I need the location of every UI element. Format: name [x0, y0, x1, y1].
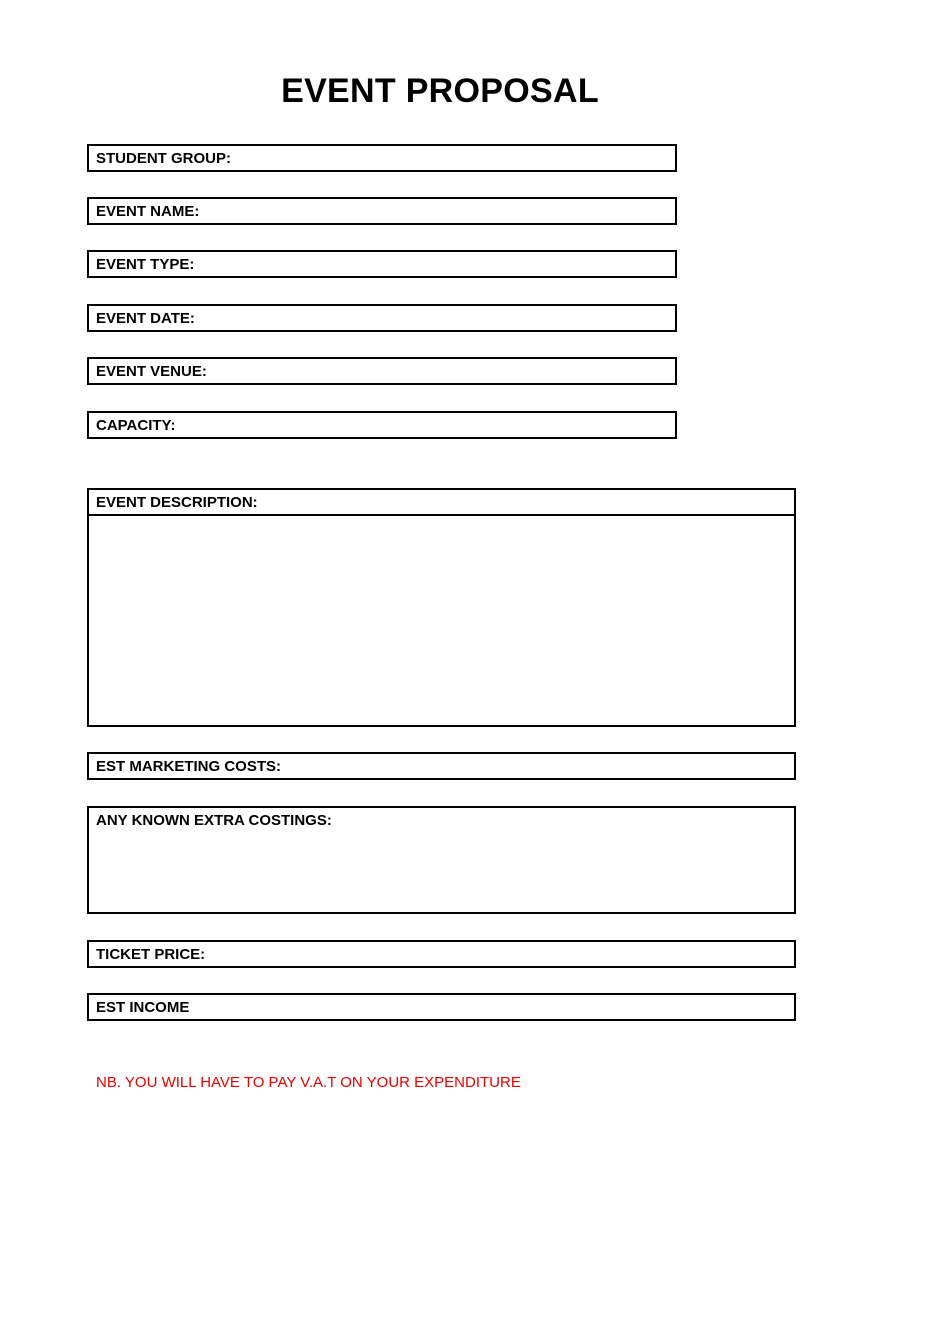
event-venue-field[interactable]	[87, 357, 677, 385]
event-name-field[interactable]	[87, 197, 677, 225]
event-venue-label: EVENT VENUE:	[96, 363, 207, 380]
event-date-field[interactable]	[87, 304, 677, 332]
event-date-label: EVENT DATE:	[96, 310, 195, 327]
extra-costings-textarea[interactable]	[87, 806, 796, 914]
event-name-label: EVENT NAME:	[96, 203, 200, 220]
capacity-label: CAPACITY:	[96, 417, 176, 434]
vat-note: NB. YOU WILL HAVE TO PAY V.A.T ON YOUR EXPENDITURE	[96, 1074, 521, 1091]
student-group-label: STUDENT GROUP:	[96, 150, 231, 167]
event-description-header	[87, 488, 796, 516]
capacity-field[interactable]	[87, 411, 677, 439]
est-marketing-costs-label: EST MARKETING COSTS:	[96, 758, 282, 775]
event-type-field[interactable]	[87, 250, 677, 278]
page-title: EVENT PROPOSAL	[281, 72, 599, 110]
est-income-field[interactable]	[87, 993, 796, 1021]
ticket-price-field[interactable]	[87, 940, 796, 968]
extra-costings-label: ANY KNOWN EXTRA COSTINGS:	[96, 812, 332, 829]
ticket-price-label: TICKET PRICE:	[96, 946, 206, 963]
est-marketing-costs-field[interactable]	[87, 752, 796, 780]
event-description-label: EVENT DESCRIPTION:	[96, 494, 258, 511]
est-income-label: EST INCOME	[96, 999, 190, 1016]
event-description-textarea[interactable]	[87, 514, 796, 727]
event-type-label: EVENT TYPE:	[96, 256, 195, 273]
student-group-field[interactable]	[87, 144, 677, 172]
